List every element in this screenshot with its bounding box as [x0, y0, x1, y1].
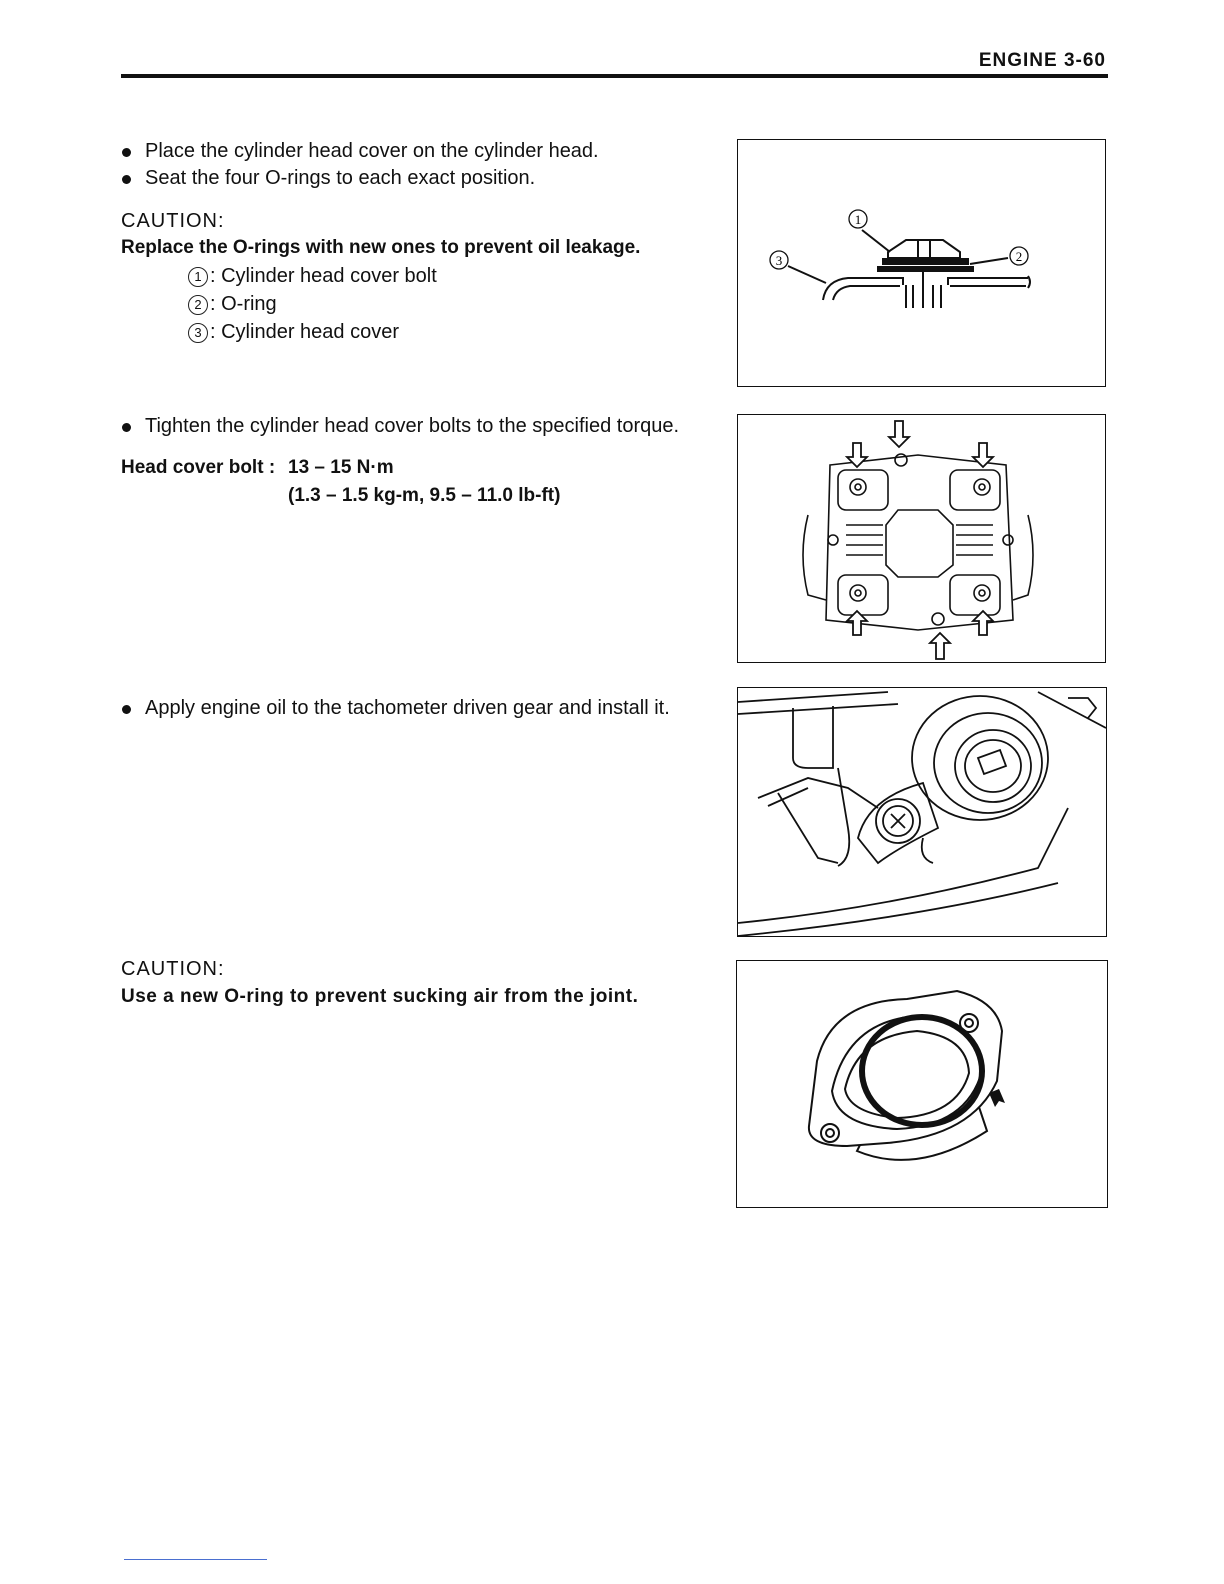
- caution-label-2: CAUTION:: [121, 958, 225, 980]
- spec-label: Head cover bolt :: [121, 457, 276, 478]
- figure-tachometer-gear: [737, 687, 1107, 937]
- bullet-apply-oil: Apply engine oil to the tachometer driven gear and install it.: [145, 697, 670, 719]
- bullet-tighten-bolts: Tighten the cylinder head cover bolts to the specified torque.: [145, 415, 680, 437]
- figure-cover-bolt-section: [737, 139, 1106, 387]
- intake-oring-drawing: [737, 961, 1107, 1207]
- page-header-title: ENGINE 3-60: [978, 50, 1106, 71]
- figure-head-cover-bolts: [737, 414, 1106, 663]
- arrow-down-icon: [889, 421, 909, 447]
- caution-label-1: CAUTION:: [121, 210, 225, 232]
- bullet-seat-orings: Seat the four O-rings to each exact position.: [145, 167, 536, 189]
- fig1-callout-3: 3: [775, 253, 783, 268]
- callout-1-icon: 1: [188, 267, 208, 287]
- fig1-callout-2: 2: [1015, 249, 1023, 264]
- fig1-callout-1: 1: [854, 212, 862, 227]
- tachometer-gear-drawing: [738, 688, 1106, 936]
- caution-text-1: Replace the O-rings with new ones to prevent oil leakage.: [121, 237, 641, 258]
- head-cover-bolts-drawing: [738, 415, 1105, 662]
- legend-item-2: 2 : O-ring: [188, 292, 277, 316]
- bullet-place-cover: Place the cylinder head cover on the cylinder head.: [145, 140, 599, 162]
- callout-3-icon: 3: [188, 323, 208, 343]
- footer-rule: [124, 1559, 267, 1560]
- header-rule: [121, 74, 1108, 78]
- cover-bolt-section-drawing: [738, 140, 1105, 386]
- spec-value: 13 – 15 N·m: [288, 457, 394, 478]
- caution-text-2: Use a new O-ring to prevent sucking air from the joint.: [121, 986, 639, 1007]
- arrow-up-icon: [930, 633, 950, 659]
- legend-item-3: 3 : Cylinder head cover: [188, 320, 399, 344]
- spec-alt-units: (1.3 – 1.5 kg-m, 9.5 – 11.0 lb-ft): [288, 485, 561, 506]
- legend-item-1: 1 : Cylinder head cover bolt: [188, 264, 437, 288]
- figure-intake-oring: [736, 960, 1108, 1208]
- callout-2-icon: 2: [188, 295, 208, 315]
